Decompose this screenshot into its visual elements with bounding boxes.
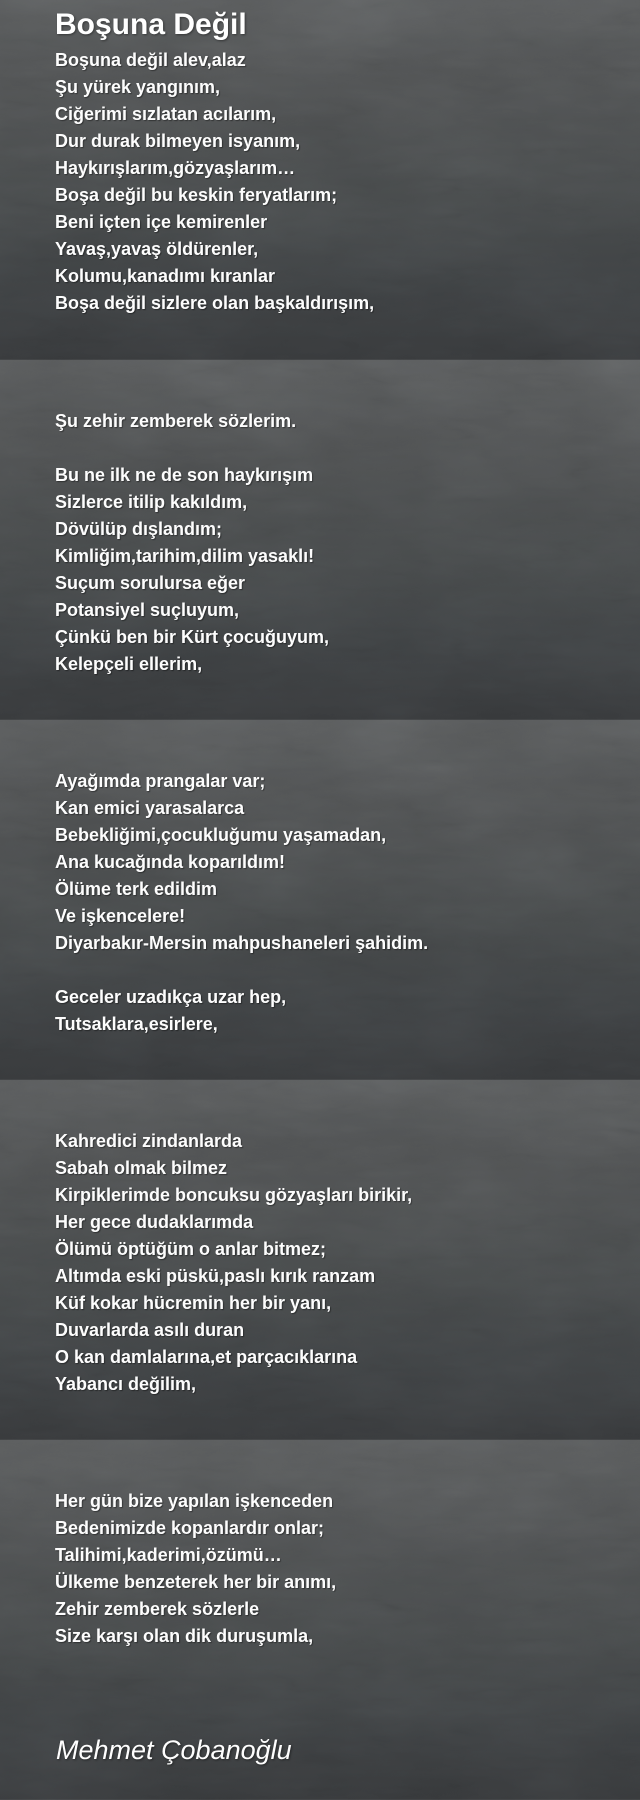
poem-line: Ölüme terk edildim [55,879,218,899]
poem-line: Dur durak bilmeyen isyanım, [55,131,301,151]
poem-line: Talihimi,kaderimi,özümü… [55,1545,282,1565]
poem-line: Bu ne ilk ne de son haykırışım [55,465,314,485]
poem-line: Altımda eski püskü,paslı kırık ranzam [55,1266,376,1286]
stanza-3 [0,720,640,1080]
poem-line: Haykırışlarım,gözyaşlarım… [55,158,296,178]
poem-line: Kimliğim,tarihim,dilim yasaklı! [55,546,315,566]
poem-line: Suçum sorulursa eğer [55,573,246,593]
stanza-2 [0,360,640,720]
poem-line: Kahredici zindanlarda [55,1131,243,1151]
poem-line: Diyarbakır-Mersin mahpushaneleri şahidim. [55,933,429,953]
poem-line: Kelepçeli ellerim, [55,654,203,674]
poem-line-blank [55,957,626,984]
poem-line: Tutsaklara,esirlere, [55,1014,218,1034]
stanza-4-lines [55,1128,626,1398]
poem-line: Ayağımda prangalar var; [55,771,266,791]
poem-line: Her gün bize yapılan işkenceden [55,1491,334,1511]
poem-line: Zehir zemberek sözlerle [55,1599,260,1619]
poem-line: Boşa değil sizlere olan başkaldırışım, [55,293,375,313]
poem-line: Boşa değil bu keskin feryatlarım; [55,185,338,205]
poem-line: Bedenimizde kopanlardır onlar; [55,1518,325,1538]
poem-line: Bebekliğimi,çocukluğumu yaşamadan, [55,825,387,845]
poem-line: Ve işkencelere! [55,906,186,926]
stanza-4 [0,1080,640,1440]
poem-line: Kirpiklerimde boncuksu gözyaşları birikir, [55,1185,413,1205]
poem-line: Dövülüp dışlandım; [55,519,223,539]
stanza-1 [0,0,640,360]
poem-line: Ülkeme benzeterek her bir anımı, [55,1572,337,1592]
poem-line: Sizlerce itilip kakıldım, [55,492,248,512]
poem-line: Geceler uzadıkça uzar hep, [55,987,287,1007]
poem-title: Boşuna Değil [55,8,247,41]
poem-line: Şu zehir zemberek sözlerim. [55,411,297,431]
poem-line: Kan emici yarasalarca [55,798,245,818]
poem-line: O kan damlalarına,et parçacıklarına [55,1347,358,1367]
poem-line: Şu yürek yangınım, [55,77,221,97]
stanza-5-lines [55,1488,626,1650]
poem-line: Duvarlarda asılı duran [55,1320,245,1340]
poem-line: Küf kokar hücremin her bir yanı, [55,1293,332,1313]
poem-line: Çünkü ben bir Kürt çocuğuyum, [55,627,330,647]
poem-line: Ciğerimi sızlatan acılarım, [55,104,277,124]
stanza-2-lines [55,408,626,678]
poem-line: Boşuna değil alev,alaz [55,50,246,70]
poem-author: Mehmet Çobanoğlu [56,1735,292,1765]
stanza-5 [0,1440,640,1800]
poem-line: Yavaş,yavaş öldürenler, [55,239,259,259]
poem-line: Size karşı olan dik duruşumla, [55,1626,314,1646]
poem-line: Ana kucağında koparıldım! [55,852,286,872]
poem-line: Kolumu,kanadımı kıranlar [55,266,276,286]
poem-line: Sabah olmak bilmez [55,1158,228,1178]
stanza-3-lines [55,768,626,1038]
stanza-1-lines [55,47,626,317]
poem-line: Yabancı değilim, [55,1374,197,1394]
poem-line: Her gece dudaklarımda [55,1212,254,1232]
poem-line: Potansiyel suçluyum, [55,600,240,620]
poem-line: Beni içten içe kemirenler [55,212,268,232]
poem-line: Ölümü öptüğüm o anlar bitmez; [55,1239,326,1259]
poem-line-blank [55,435,626,462]
